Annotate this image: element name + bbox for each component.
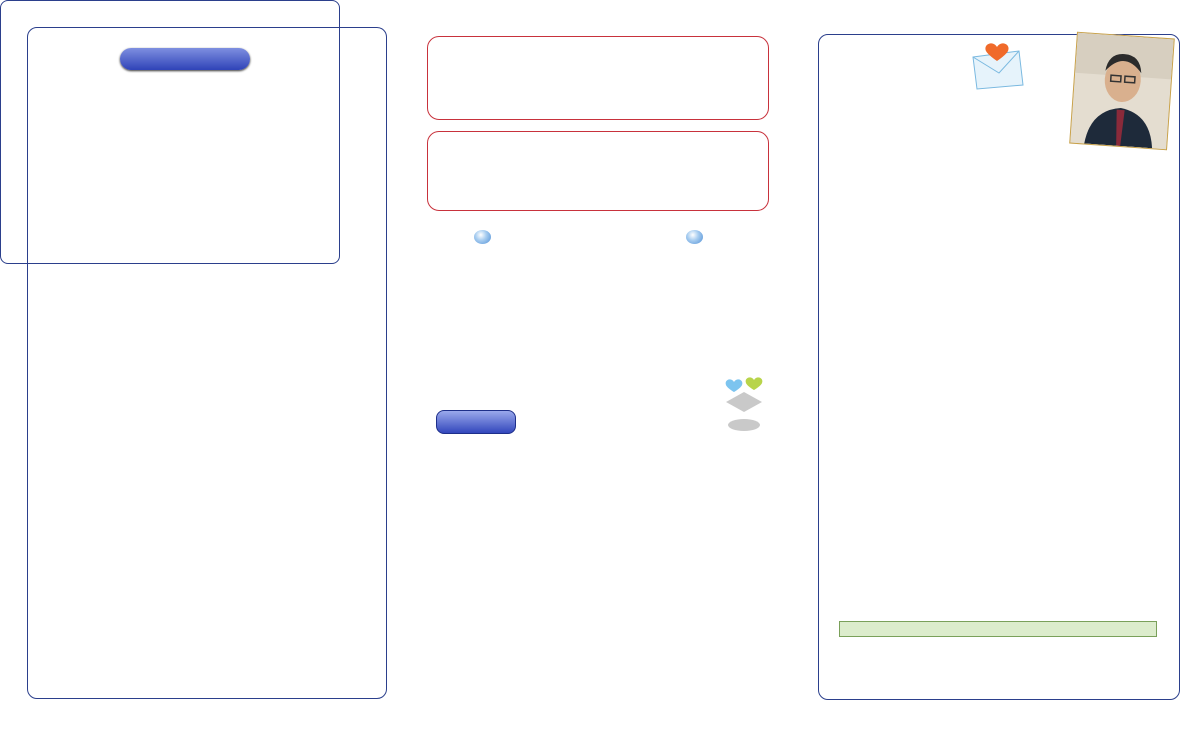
bubble-icon	[474, 230, 491, 244]
pastor-portrait-icon	[1070, 33, 1173, 149]
next-week-box	[427, 36, 769, 120]
decor-hearts-icon	[722, 372, 770, 434]
pastor-photo	[1069, 32, 1175, 151]
worship-title	[120, 48, 250, 70]
reading-table	[839, 621, 1157, 637]
wednesday-box	[427, 131, 769, 211]
envelope-heart-icon	[967, 35, 1025, 91]
reading-table-title	[840, 622, 1157, 637]
bubble-icon	[686, 230, 703, 244]
worship-order-panel	[27, 27, 387, 699]
offering-title	[436, 410, 516, 434]
pastor-letter-panel	[818, 34, 1180, 700]
